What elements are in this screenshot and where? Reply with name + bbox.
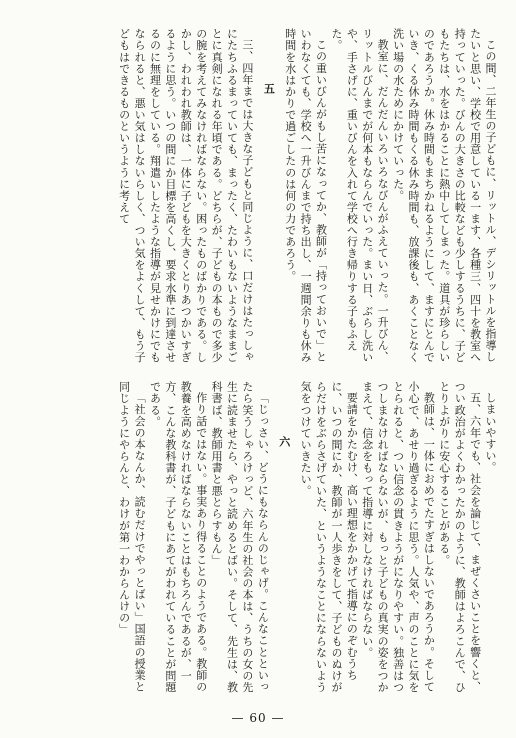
paragraph: 三、四年までは大きな子どもと同じように、口だけはたっしゃにたちふるまっていても、まったく、たわいもないようなままごとに真剣になれる年頃である。どちらが、子どもの本もので多少の腕を考えてみなければならない。困ったものばかりである。しかし、われわれ教師は、一体に子どもを大きくとりあつかいすぎるように思う。いつの間にか目標を高くし、要求水準に到達させるのに無理をしている。翔遣いしたような指導が見せかけにでもなられると、悪い気はしないらしく、つい気をよくして、もう子どもはできるものというように考えて [117,28,254,363]
paragraph: 教室に、だんだんいろいろなびんがふえていった。一升びん、リットルびんまでが何本もならんでいった。まい日、ぶらし洗いや、手さげに、重いびんを入れて学校へ行き帰りする子もふえた。 [329,28,390,363]
paragraph: この重いびんがもし苦になってか、教師が「持っておいで」といわなくても、学校へ一升びんまで持ち出し、一週間余りも休み時間を水はかりで過ごしたのは何の力であろう。 [283,28,328,363]
paragraph: 作り話ではない。事実あり得ることのようである。教師の教養を高めなければならないことはもちろんであるが、一方、こんな教科書が、子どもにあてがわれていることが問題である。 [148,381,208,693]
lower-text-block [12,381,498,694]
paragraph: 五、六年でも、社会を論じて、まぜくさいことを響くと、つい政治がよくわかったかのように、教師はよろこんで、ひとりよがりに安心することがある。 [437,381,482,693]
page-number: — 60 — [231,711,285,725]
paragraph: しまいやすい。 [484,392,497,473]
upper-text-block [12,28,498,363]
paragraph: この間、二年生の子どもに、リットル、デシリットルを指導したいと思い、学校で用意している一ます、各種三、四十を教室へ持っていった。びんの大きさの比較なども少しするうちに、子どもたちは、水をはかることに熱中してしまった。道具が珍らしいのであろうか。休み時間もまちかねるようにして、ますにとんでいき、くる休み時間もくる休み時間も、放課後も、あくことなく洗い場の水ためにかけていった。 [391,28,497,363]
section-heading-6: 六 [277,436,291,448]
paragraph: 教師は、一体におめでたすぎはしないであろうか。そして小心で、あせり過ぎるように思う。人気や、声のことに気をとられると、つい信念の貫きようがになりやすい。独善はつつしまなければならないが、もっと子どもの真実の姿をつかまえて、信念をもって指導に対しなければならない。 [360,381,436,693]
paragraph: 「じっさい、どうにもならんのじゃげ。こんなことといったら笑うしゃろけっど、六年生の社会の本は、うちの女の先生に読ませたら、やっと読めるとばい。そして、先生は、教科書ば、教師用書と悪とらすもん」 [210,381,270,693]
paragraph: 「社会の本なんか、読むだけでやっとばい」国語の授業と同じようにやらんと、わけが第一わからんけの」 [117,381,147,693]
section-heading-5: 五 [262,83,276,95]
paragraph: 要請をかたむけ、高い理想をかかげて指導にのぞむうちに、いつの間にか、教師が一人歩きをして、子どものぬけがらだけをぶらさげていた、というようなことにならないよう気をつけていきたい。 [299,381,359,693]
